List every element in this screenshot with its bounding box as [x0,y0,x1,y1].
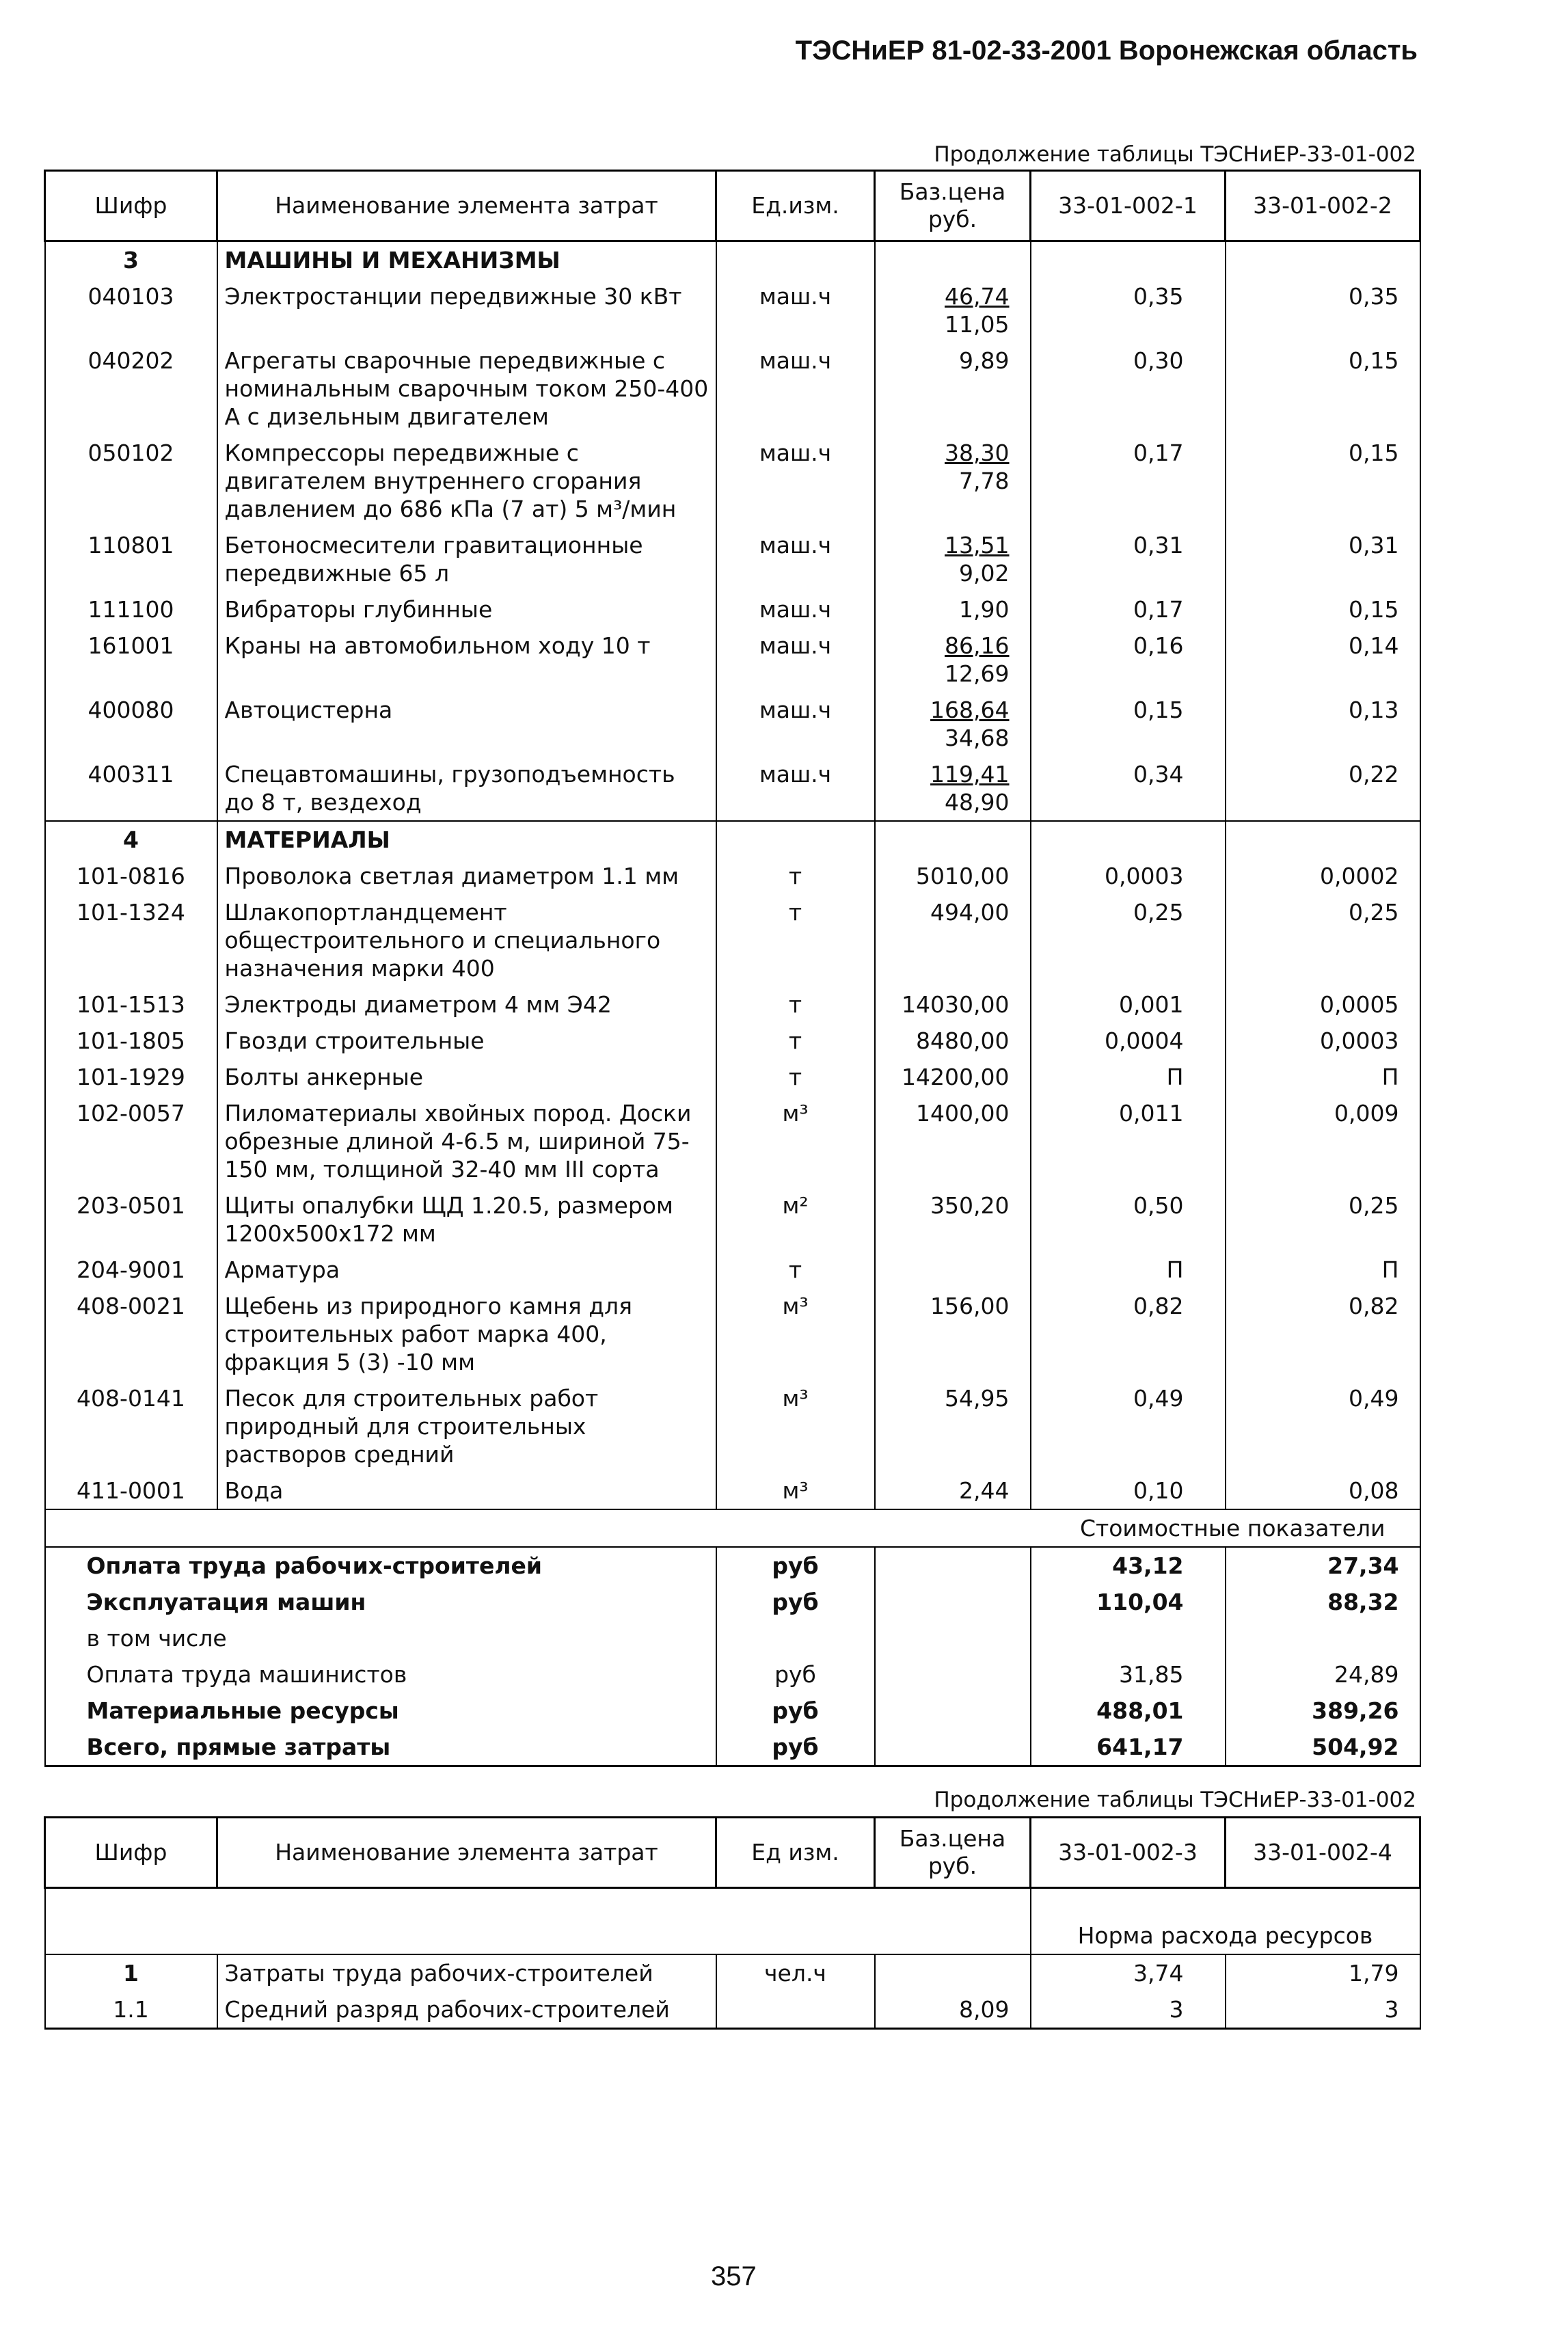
name-cell: Пиломатериалы хвойных пород. Доски обрезные длиной 4-6.5 м, шириной 75-150 мм, толщиной 32-40 мм III сорта [217,1095,716,1187]
name-cell: Автоцистерна [217,692,716,756]
summary-value-2 [1226,1620,1420,1656]
unit-cell: маш.ч [716,435,875,527]
code-cell: 101-1805 [45,1023,217,1059]
price-wage-value: 48,90 [945,789,1010,816]
unit-cell: м³ [716,1472,875,1509]
price-cell: 14200,00 [875,1059,1031,1095]
price-value: 9,89 [959,347,1010,374]
summary-value-2: 389,26 [1226,1693,1420,1729]
norm-1-cell: 0,17 [1031,591,1226,628]
norm-2-cell: 0,35 [1226,278,1420,342]
code-cell: 040103 [45,278,217,342]
col-header-code: Шифр [45,1818,217,1888]
table-row [45,1252,1420,1288]
name-cell: Песок для строительных работ природный для строительных растворов средний [217,1380,716,1472]
norm-1-cell: 0,17 [1031,435,1226,527]
code-cell: 204-9001 [45,1252,217,1288]
code-cell: 101-0816 [45,858,217,894]
unit-cell: м³ [716,1288,875,1380]
name-cell: Щебень из природного камня для строительных работ марка 400, фракция 5 (3) -10 мм [217,1288,716,1380]
table-row [45,1059,1420,1095]
col-header-norm-4: 33-01-002-4 [1226,1818,1420,1888]
norm-1-cell: 0,35 [1031,278,1226,342]
empty-cell [716,821,875,858]
cost-indicators-row [45,1509,1420,1547]
norm-2-cell: 0,009 [1226,1095,1420,1187]
empty-cell [875,1547,1031,1584]
price-cell: 8,09 [875,1991,1031,2029]
name-cell: Спецавтомашины, грузоподъемность до 8 т, вездеход [217,756,716,821]
summary-label: Эксплуатация машин [45,1584,716,1620]
section-row-materials [45,821,1420,858]
norm-1-cell: 0,011 [1031,1095,1226,1187]
price-value: 86,16 [945,632,1010,659]
price-cell [875,278,1031,342]
price-wage-value: 7,78 [959,468,1010,494]
code-cell: 203-0501 [45,1187,217,1252]
summary-unit: руб [716,1656,875,1693]
price-cell: 2,44 [875,1472,1031,1509]
code-cell: 408-0021 [45,1288,217,1380]
name-cell: Гвозди строительные [217,1023,716,1059]
norm-1-cell: 0,15 [1031,692,1226,756]
price-cell: 14030,00 [875,986,1031,1023]
summary-row [45,1729,1420,1766]
unit-cell: т [716,858,875,894]
table-row [45,1023,1420,1059]
norm-1-cell: 0,82 [1031,1288,1226,1380]
norm-1-cell: 0,34 [1031,756,1226,821]
norm-2-cell: 0,22 [1226,756,1420,821]
unit-cell: м³ [716,1095,875,1187]
empty-cell [875,1729,1031,1766]
price-cell [875,756,1031,821]
section-title: МАШИНЫ И МЕХАНИЗМЫ [217,241,716,279]
resource-table-1 [44,170,1421,1767]
norm-2-cell: 0,0003 [1226,1023,1420,1059]
name-cell: Электроды диаметром 4 мм Э42 [217,986,716,1023]
table-row [45,1380,1420,1472]
norm-2-cell: 0,0005 [1226,986,1420,1023]
unit-cell: маш.ч [716,278,875,342]
name-cell: Затраты труда рабочих-строителей [217,1954,716,1991]
price-wage-value: 9,02 [959,560,1010,587]
unit-cell: маш.ч [716,342,875,435]
empty-cell [1226,821,1420,858]
summary-value-2: 504,92 [1226,1729,1420,1766]
unit-cell: маш.ч [716,692,875,756]
price-cell: 5010,00 [875,858,1031,894]
resource-table-2 [44,1816,1421,2030]
norm-1-cell: 0,001 [1031,986,1226,1023]
code-cell: 101-1513 [45,986,217,1023]
norm-1-cell: П [1031,1059,1226,1095]
summary-value-1 [1031,1620,1226,1656]
table-row [45,342,1420,435]
price-value: 46,74 [945,283,1010,310]
table-row [45,858,1420,894]
name-cell: Щиты опалубки ЩД 1.20.5, размером 1200х500х172 мм [217,1187,716,1252]
unit-cell: чел.ч [716,1954,875,1991]
price-cell: 350,20 [875,1187,1031,1252]
col-header-norm-2: 33-01-002-2 [1226,171,1420,241]
name-cell: Проволока светлая диаметром 1.1 мм [217,858,716,894]
norm-1-cell: 0,10 [1031,1472,1226,1509]
price-wage-value: 12,69 [945,660,1010,687]
price-cell: 1400,00 [875,1095,1031,1187]
code-cell: 1.1 [45,1991,217,2029]
table-row [45,1288,1420,1380]
norm-2-cell: 0,08 [1226,1472,1420,1509]
summary-row [45,1656,1420,1693]
table-row [45,1472,1420,1509]
summary-row [45,1620,1420,1656]
price-cell [875,1954,1031,1991]
col-header-norm-3: 33-01-002-3 [1031,1818,1226,1888]
section-row-machines [45,241,1420,279]
col-header-norm-1: 33-01-002-1 [1031,171,1226,241]
col-header-name: Наименование элемента затрат [217,171,716,241]
table-row [45,756,1420,821]
empty-cell [45,1888,1031,1955]
unit-cell: т [716,986,875,1023]
norm-3-cell: 3,74 [1031,1954,1226,1991]
summary-unit [716,1620,875,1656]
summary-value-1: 641,17 [1031,1729,1226,1766]
price-cell: 8480,00 [875,1023,1031,1059]
norm-1-cell: 0,49 [1031,1380,1226,1472]
page-header: ТЭСНиЕР 81-02-33-2001 Воронежская область [795,36,1418,66]
norm-1-cell: П [1031,1252,1226,1288]
table-row [45,986,1420,1023]
norm-2-cell: 0,31 [1226,527,1420,591]
col-header-unit: Ед изм. [716,1818,875,1888]
continuation-note-1: Продолжение таблицы ТЭСНиЕР-33-01-002 [934,142,1416,167]
name-cell: Вибраторы глубинные [217,591,716,628]
norm-2-cell: 0,15 [1226,435,1420,527]
table-row [45,1991,1420,2029]
code-cell: 111100 [45,591,217,628]
code-cell: 102-0057 [45,1095,217,1187]
summary-unit: руб [716,1584,875,1620]
summary-label: Оплата труда рабочих-строителей [45,1547,716,1584]
code-cell: 400080 [45,692,217,756]
price-cell [875,628,1031,692]
price-cell [875,591,1031,628]
summary-value-2: 24,89 [1226,1656,1420,1693]
empty-cell [875,821,1031,858]
summary-label: Оплата труда машинистов [45,1656,716,1693]
price-cell: 494,00 [875,894,1031,986]
price-value: 168,64 [930,697,1010,723]
col-header-price: Баз.цена руб. [875,1818,1031,1888]
price-value: 1,90 [959,596,1010,623]
unit-cell: т [716,894,875,986]
summary-value-1: 488,01 [1031,1693,1226,1729]
code-cell: 110801 [45,527,217,591]
price-wage-value: 11,05 [945,311,1010,338]
summary-value-1: 110,04 [1031,1584,1226,1620]
name-cell: Вода [217,1472,716,1509]
code-cell: 101-1324 [45,894,217,986]
col-header-name: Наименование элемента затрат [217,1818,716,1888]
norm-2-cell: 0,25 [1226,894,1420,986]
summary-value-1: 43,12 [1031,1547,1226,1584]
name-cell: Краны на автомобильном ходу 10 т [217,628,716,692]
price-cell: 156,00 [875,1288,1031,1380]
name-cell: Агрегаты сварочные передвижные с номинальным сварочным током 250-400 А с дизельным двигателем [217,342,716,435]
name-cell: Компрессоры передвижные с двигателем внутреннего сгорания давлением до 686 кПа (7 ат) 5 м³/мин [217,435,716,527]
cost-indicators-label: Стоимостные показатели [45,1509,1420,1547]
unit-cell: т [716,1059,875,1095]
unit-cell: маш.ч [716,527,875,591]
norm-3-cell: 3 [1031,1991,1226,2029]
summary-unit: руб [716,1693,875,1729]
norm-2-cell: П [1226,1059,1420,1095]
section-title: МАТЕРИАЛЫ [217,821,716,858]
name-cell: Арматура [217,1252,716,1288]
price-cell [875,527,1031,591]
table-row [45,894,1420,986]
summary-value-2: 27,34 [1226,1547,1420,1584]
price-cell [875,1252,1031,1288]
code-cell: 040202 [45,342,217,435]
code-cell: 050102 [45,435,217,527]
summary-label: Материальные ресурсы [45,1693,716,1729]
code-cell: 101-1929 [45,1059,217,1095]
norm-1-cell: 0,0004 [1031,1023,1226,1059]
empty-cell [875,1693,1031,1729]
name-cell: Шлакопортландцемент общестроительного и специального назначения марки 400 [217,894,716,986]
price-cell: 54,95 [875,1380,1031,1472]
unit-cell: м² [716,1187,875,1252]
summary-unit: руб [716,1729,875,1766]
table-row [45,692,1420,756]
name-cell: Бетоносмесители гравитационные передвижные 65 л [217,527,716,591]
norm-1-cell: 0,31 [1031,527,1226,591]
section-code: 3 [45,241,217,279]
norm-1-cell: 0,30 [1031,342,1226,435]
table-row [45,527,1420,591]
norm-1-cell: 0,0003 [1031,858,1226,894]
code-cell: 400311 [45,756,217,821]
norm-2-cell: 0,82 [1226,1288,1420,1380]
continuation-note-2: Продолжение таблицы ТЭСНиЕР-33-01-002 [934,1788,1416,1812]
table-row [45,1187,1420,1252]
summary-unit: руб [716,1547,875,1584]
empty-cell [875,1620,1031,1656]
page-number: 357 [711,2261,757,2291]
norm-2-cell: 0,15 [1226,591,1420,628]
unit-cell: маш.ч [716,628,875,692]
norm-2-cell: 0,13 [1226,692,1420,756]
table-row [45,628,1420,692]
unit-cell [716,1991,875,2029]
table-row [45,278,1420,342]
unit-cell: маш.ч [716,756,875,821]
norm-label-row [45,1888,1420,1955]
table-header-row [45,1818,1420,1888]
summary-label: Всего, прямые затраты [45,1729,716,1766]
summary-value-1: 31,85 [1031,1656,1226,1693]
unit-cell: т [716,1023,875,1059]
unit-cell: м³ [716,1380,875,1472]
empty-cell [1031,821,1226,858]
norm-2-cell: 0,0002 [1226,858,1420,894]
table-row [45,1954,1420,1991]
unit-cell: маш.ч [716,591,875,628]
table-row [45,1095,1420,1187]
summary-row [45,1693,1420,1729]
empty-cell [875,1656,1031,1693]
price-wage-value: 34,68 [945,725,1010,751]
norm-2-cell: П [1226,1252,1420,1288]
code-cell: 411-0001 [45,1472,217,1509]
price-cell [875,342,1031,435]
name-cell: Электростанции передвижные 30 кВт [217,278,716,342]
col-header-code: Шифр [45,171,217,241]
norm-1-cell: 0,16 [1031,628,1226,692]
name-cell: Средний разряд рабочих-строителей [217,1991,716,2029]
price-value: 119,41 [930,761,1010,787]
name-cell: Болты анкерные [217,1059,716,1095]
col-header-price: Баз.цена руб. [875,171,1031,241]
code-cell: 161001 [45,628,217,692]
col-header-unit: Ед.изм. [716,171,875,241]
table-header-row [45,171,1420,241]
price-cell [875,692,1031,756]
price-value: 38,30 [945,440,1010,466]
summary-row [45,1584,1420,1620]
norm-label: Норма расхода ресурсов [1031,1888,1420,1955]
table-row [45,435,1420,527]
norm-2-cell: 0,14 [1226,628,1420,692]
norm-1-cell: 0,25 [1031,894,1226,986]
norm-4-cell: 3 [1226,1991,1420,2029]
price-value: 13,51 [945,532,1010,558]
norm-1-cell: 0,50 [1031,1187,1226,1252]
section-code: 4 [45,821,217,858]
norm-2-cell: 0,15 [1226,342,1420,435]
summary-label: в том числе [45,1620,716,1656]
code-cell: 408-0141 [45,1380,217,1472]
price-cell [875,435,1031,527]
norm-4-cell: 1,79 [1226,1954,1420,1991]
norm-2-cell: 0,49 [1226,1380,1420,1472]
norm-2-cell: 0,25 [1226,1187,1420,1252]
empty-cell [875,1584,1031,1620]
unit-cell: т [716,1252,875,1288]
code-cell: 1 [45,1954,217,1991]
summary-value-2: 88,32 [1226,1584,1420,1620]
table-row [45,591,1420,628]
summary-row [45,1547,1420,1584]
